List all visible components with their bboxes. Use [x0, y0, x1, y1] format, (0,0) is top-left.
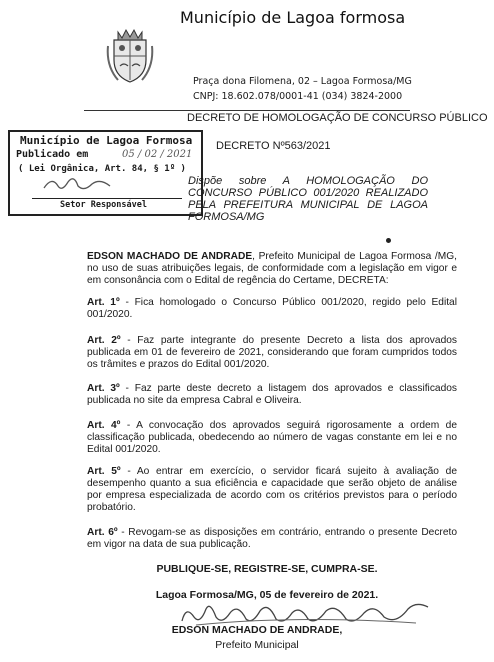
article-label: Art. 1º: [87, 297, 120, 308]
decree-summary: Dispõe sobre A HOMOLOGAÇÃO DO CONCURSO PÚBLICO 001/2020 REALIZADO PELA PREFEITURA MUNICIPAL DE LAGOA FORMOSA/MG: [188, 175, 428, 223]
mayor-name: EDSON MACHADO DE ANDRADE: [87, 251, 253, 262]
bullet-dot: [386, 238, 391, 243]
intro-paragraph: [87, 251, 457, 287]
place-and-date: Lagoa Formosa/MG, 05 de fevereiro de 2021.: [155, 589, 379, 601]
intro-text: , Prefeito Municipal de Lagoa Formosa /MG, no uso de suas atribuições legais, de conformidade com a legislação em vigor e em consonância com o Edital de regência do Certame, DECRETA:: [87, 251, 457, 286]
stamp-responsible-sector: Setor Responsável: [60, 200, 147, 210]
decree-heading: DECRETO DE HOMOLOGAÇÃO DE CONCURSO PÚBLICO: [187, 112, 488, 124]
article-text: - Ao entrar em exercício, o servidor ficará sujeito à avaliação de desempenho quanto a sua eficiência e capacidade que serão objeto de análise por empresa especializada de acordo com os critérios previstos para o período probatório.: [87, 466, 457, 513]
article-label: Art. 6º: [87, 527, 118, 538]
article-paragraph: [87, 383, 457, 407]
stamp-published-label: Publicado em: [16, 149, 89, 160]
article-label: Art. 4º: [87, 420, 121, 431]
cnpj-phone-line: CNPJ: 18.602.078/0001-41 (034) 3824-2000: [193, 91, 403, 102]
article-text: - Revogam-se as disposições em contrário, entrando o presente Decreto em vigor na data de sua publicação.: [87, 527, 457, 550]
article-text: - Faz parte deste decreto a listagem dos aprovados e classificados publicada no site da empresa Cabral e Oliveira.: [87, 383, 457, 406]
article-paragraph: [87, 466, 457, 514]
article-paragraph: [87, 527, 457, 551]
publication-stamp: [8, 130, 203, 216]
article-label: Art. 2º: [87, 335, 121, 346]
stamp-signature-icon: [40, 172, 120, 196]
article-label: Art. 5º: [87, 466, 121, 477]
municipality-title: Município de Lagoa formosa: [180, 8, 406, 27]
stamp-date: 05 / 02 / 2021: [122, 149, 193, 160]
decree-number: DECRETO Nº563/2021: [216, 140, 331, 152]
article-text: - Fica homologado o Concurso Público 001/2020, regido pelo Edital 001/2020.: [87, 297, 457, 320]
article-paragraph: [87, 335, 457, 371]
article-text: - Faz parte integrante do presente Decreto a lista dos aprovados publicada em 01 de fevereiro de 2021, considerando que foram cumpridos todos os trâmites e prazos do Edital 001/2020.: [87, 335, 457, 370]
article-label: Art. 3º: [87, 383, 120, 394]
header-divider: [84, 110, 410, 111]
article-paragraph: [87, 420, 457, 456]
signatory-role: Prefeito Municipal: [215, 639, 299, 651]
signatory-name: EDSON MACHADO DE ANDRADE,: [171, 624, 343, 636]
stamp-law-reference: ( Lei Orgânica, Art. 84, § 1º ): [18, 164, 186, 174]
address-line: Praça dona Filomena, 02 – Lagoa Formosa/MG: [193, 76, 412, 87]
stamp-signature-line: [32, 198, 182, 199]
article-paragraph: [87, 297, 457, 321]
stamp-municipality: Município de Lagoa Formosa: [20, 134, 193, 147]
closing-statement: PUBLIQUE-SE, REGISTRE-SE, CUMPRA-SE.: [156, 563, 378, 575]
article-text: - A convocação dos aprovados seguirá rigorosamente a ordem de classificação publicada, obedecendo ao número de vagas constante em lei e no Edital 001/2020.: [87, 420, 457, 455]
coat-of-arms-icon: [104, 26, 156, 86]
